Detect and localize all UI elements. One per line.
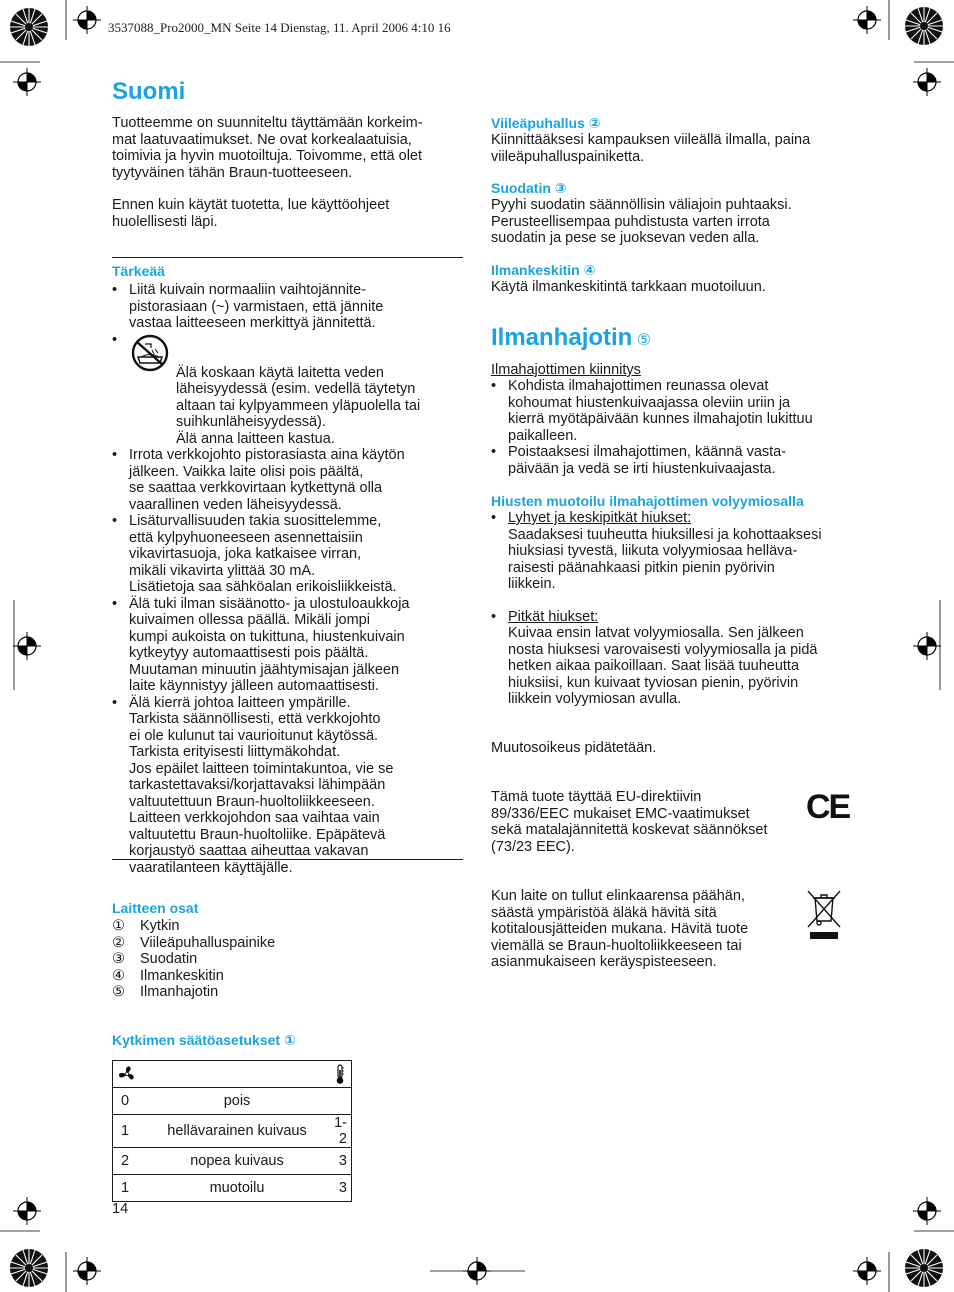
important-heading: Tärkeää xyxy=(112,263,165,279)
setting-heat: 1-2 xyxy=(323,1115,352,1148)
list-item xyxy=(112,935,412,952)
list-item: • Kohdista ilmahajottimen reunassa olevat kohoumat hiustenkuivaajassa oleviin uriin ja kierrä myötäpäivään kunnes ilmahajotin lukittuu paikalleen. xyxy=(491,378,851,444)
disposal-text: Kun laite on tullut elinkaarensa päähän, säästä ympäristöä äläkä hävitä sitä kotitalousjätteiden mukana. Hävitä tuote viemällä se Braun-huoltoliikkeeseen tai asianmukaiseen keräyspisteeseen. xyxy=(491,888,749,970)
registration-mark-top-right xyxy=(853,6,881,34)
list-item xyxy=(491,609,851,708)
styling-heading: Hiusten muotoilu ilmahajottimen volyymiosalla xyxy=(491,493,804,509)
registration-mark-top-left xyxy=(73,6,101,34)
switch-settings-heading: Kytkimen säätöasetukset ① xyxy=(112,1032,296,1048)
concentrator-text: Käytä ilmankeskitintä tarkkaan muotoiluun. xyxy=(491,279,766,295)
list-item: • Irrota verkkojohto pistorasiasta aina käytön jälkeen. Vaikka laite olisi pois päältä, se saattaa verkkovirtaan kytkettynä olla vaarallinen veden läheisyydessä. xyxy=(112,447,462,513)
table-row xyxy=(113,1175,352,1202)
part-label: Ilmanhajotin xyxy=(140,984,219,1000)
diffuser-title-text: Ilmanhajotin xyxy=(491,324,633,351)
print-header: 3537088_Pro2000_MN Seite 14 Dienstag, 11. April 2006 4:10 16 xyxy=(108,20,451,35)
thermometer-icon xyxy=(335,1064,345,1085)
short-hair-text: Saadaksesi tuuheutta hiuksillesi ja kohottaaksesi hiuksiasi tyvestä, liikuta volyymiosaa helläva- raisesti päänahkaasi pitkin pienin pyörivin liikkein. xyxy=(508,526,822,592)
setting-heat: 3 xyxy=(323,1175,352,1202)
star-target-top-left xyxy=(10,8,48,46)
rights-notice: Muutosoikeus pidätetään. xyxy=(491,740,657,756)
diffuser-title xyxy=(491,324,651,352)
part-label: Suodatin xyxy=(140,951,198,967)
registration-mark-right-upper xyxy=(913,68,941,96)
divider xyxy=(112,257,463,258)
part-number: ② xyxy=(112,934,125,951)
filter-heading: Suodatin ③ xyxy=(491,180,567,196)
star-target-bottom-left xyxy=(10,1249,48,1287)
list-item xyxy=(112,951,412,968)
diffuser-attach-heading: Ilmahajottimen kiinnitys xyxy=(491,362,641,378)
setting-level: 1 xyxy=(113,1175,152,1202)
list-item: • Poistaaksesi ilmahajottimen, käännä vasta- päivään ja vedä se irti hiustenkuivaajasta. xyxy=(491,444,851,477)
registration-mark-right-lower xyxy=(913,1197,941,1225)
setting-heat xyxy=(323,1088,352,1115)
eu-directive-text: Tämä tuote täyttää EU-direktiivin 89/336/EEC mukaiset EMC-vaatimukset sekä matalajännitettä koskevat säännökset (73/23 EEC). xyxy=(491,789,768,855)
setting-mode: muotoilu xyxy=(151,1175,323,1202)
part-number: ④ xyxy=(112,967,125,984)
long-hair-label: Pitkät hiukset: xyxy=(508,608,599,625)
setting-mode: nopea kuivaus xyxy=(151,1148,323,1175)
list-item xyxy=(112,332,462,448)
intro-paragraph: Tuotteemme on suunniteltu täyttämään korkeim- mat laatuvaatimukset. Ne ovat korkealaatuisia, toimivia ja hyvin muotoiltuja. Toivomme, että olet tyytyväinen tähän Braun-tuotteeseen. xyxy=(112,115,423,181)
list-item: • Lisäturvallisuuden takia suosittelemme, että kylpyhuoneeseen asennettaisiin vikavirtasuoja, joka katkaisee virran, mikäli vikavirta ylittää 30 mA. Lisätietoja saa sähköalan erikoisliikkeistä. xyxy=(112,513,462,596)
setting-level: 0 xyxy=(113,1088,152,1115)
setting-level: 2 xyxy=(113,1148,152,1175)
fan-icon xyxy=(118,1065,136,1083)
registration-mark-bottom-left xyxy=(73,1257,101,1285)
page-number: 14 xyxy=(112,1201,129,1217)
bullet-text: Älä koskaan käytä laitetta veden läheisyydessä (esim. vedellä täytetyn altaan tai kylpyammeen yläpuolella tai suihkunläheisyydessä). Älä anna laitteen kastua. xyxy=(176,364,421,447)
table-row xyxy=(113,1115,352,1148)
read-instructions-paragraph: Ennen kuin käytät tuotetta, lue käyttöohjeet huolellisesti läpi. xyxy=(112,197,390,230)
concentrator-heading: Ilmankeskitin ④ xyxy=(491,262,596,278)
part-label: Ilmankeskitin xyxy=(140,967,224,984)
part-number: ⑤ xyxy=(112,984,125,1000)
section-title-suomi: Suomi xyxy=(112,78,186,105)
long-hair-text: Kuivaa ensin latvat volyymiosalla. Sen jälkeen nosta hiuksesi varovaisesti volyymiosalla ja pidä hetken aikaa paikoillaan. Saat lisää tuuheutta hiuksiisi, kun kuivaat tyviosan pienin, pyörivin liikkein volyymiosan avulla. xyxy=(508,625,818,707)
diffuser-attach-list xyxy=(491,378,851,477)
registration-mark-left-lower xyxy=(13,1197,41,1225)
table-row xyxy=(113,1088,352,1115)
ce-mark-icon: CE xyxy=(806,788,850,826)
list-item: • Älä tuki ilman sisäänotto- ja ulostuloaukkoja kuivaimen ollessa päällä. Mikäli jompi kumpi aukoista on tukittuna, hiustenkuivain kytkeytyy automaattisesti pois päältä. Muutaman minuutin jäähtymisajan jälkeen laite käynnistyy jälleen automaattisesti. xyxy=(112,596,462,695)
table-row xyxy=(113,1148,352,1175)
part-number: ① xyxy=(112,918,125,934)
list-item xyxy=(112,968,412,985)
diffuser-title-number: ⑤ xyxy=(636,332,652,349)
registration-mark-left-middle xyxy=(13,632,41,660)
list-item xyxy=(491,510,851,593)
important-list xyxy=(112,282,462,876)
part-label: Kytkin xyxy=(140,918,180,934)
setting-mode: hellävarainen kuivaus xyxy=(151,1115,323,1148)
filter-text: Pyyhi suodatin säännöllisin väliajoin puhtaaksi. Perusteellisempaa puhdistusta varten irrota suodatin ja pese se juoksevan veden alla. xyxy=(491,197,792,246)
setting-heat: 3 xyxy=(323,1148,352,1175)
registration-mark-bottom-right xyxy=(853,1257,881,1285)
part-number: ③ xyxy=(112,951,125,967)
divider xyxy=(112,859,463,860)
list-item: • Älä kierrä johtoa laitteen ympärille. Tarkista säännöllisesti, että verkkojohto ei ole kulunut tai vaurioitunut käytössä. Tarkista erityisesti liittymäkohdat. Jos epäilet laitteen toimintakuntoa, vie se tarkastettavaksi/korjattavaksi lähimpään valtuutettuun Braun-huoltoliikkeeseen. Laitteen verkkojohdon saa vaihtaa vain valtuutettu Braun-huoltoliike. Epäpätevä korjaustyö saattaa aiheuttaa vakavan vaaratilanteen käyttäjälle. xyxy=(112,695,462,877)
registration-mark-left-upper xyxy=(13,68,41,96)
cool-shot-text: Kiinnittääksesi kampauksen viileällä ilmalla, paina viileäpuhalluspainiketta. xyxy=(491,132,811,165)
short-hair-label: Lyhyet ja keskipitkät hiukset: xyxy=(508,510,692,526)
part-label: Viileäpuhalluspainike xyxy=(140,934,276,951)
parts-list xyxy=(112,918,412,1001)
no-water-icon xyxy=(129,334,171,372)
parts-heading: Laitteen osat xyxy=(112,900,199,916)
registration-mark-right-middle xyxy=(913,632,941,660)
switch-settings-table xyxy=(112,1060,352,1202)
setting-mode: pois xyxy=(151,1088,323,1115)
list-item xyxy=(112,918,412,935)
setting-level: 1 xyxy=(113,1115,152,1148)
weee-bin-icon xyxy=(806,889,842,941)
styling-list xyxy=(491,510,851,708)
cool-shot-heading: Viileäpuhallus ② xyxy=(491,115,601,131)
star-target-top-right xyxy=(905,7,943,45)
list-item xyxy=(112,984,412,1001)
star-target-bottom-right xyxy=(905,1249,943,1287)
list-item: • Liitä kuivain normaaliin vaihtojännite- pistorasiaan (~) varmistaen, että jännite vastaa laitteeseen merkittyä jännitettä. xyxy=(112,282,462,332)
table-header-row xyxy=(113,1061,352,1088)
